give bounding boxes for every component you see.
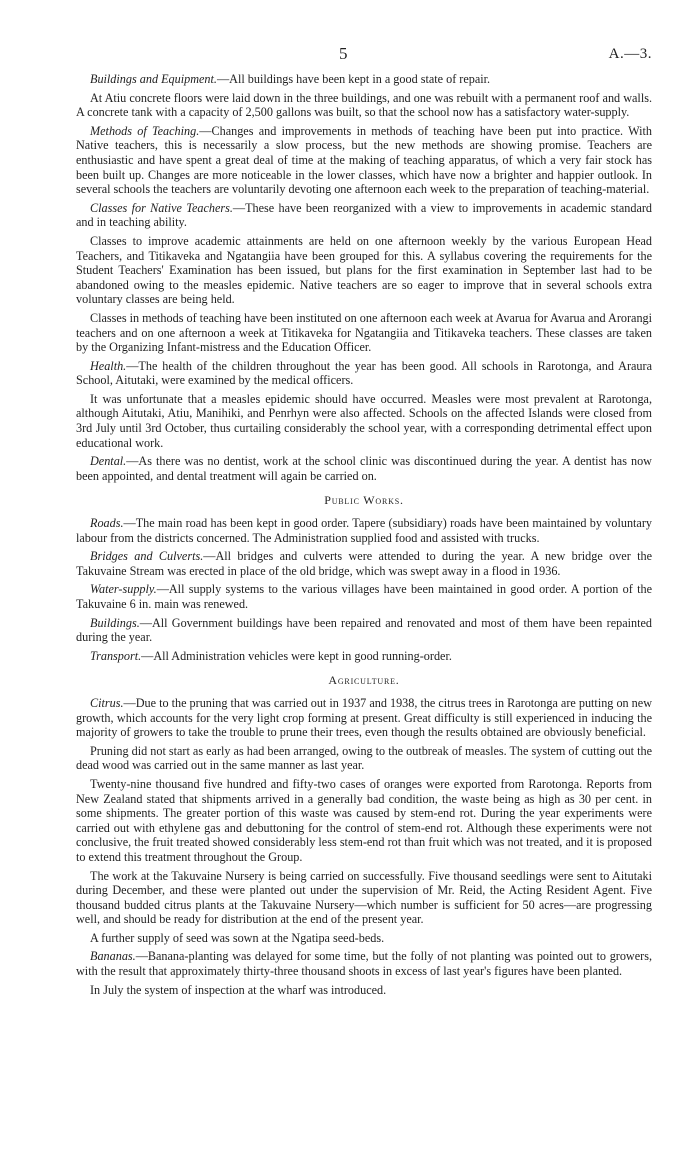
paragraph bbox=[76, 201, 652, 230]
public-works-heading: Public Works. bbox=[324, 493, 404, 508]
paragraph bbox=[76, 234, 652, 307]
paragraph bbox=[76, 869, 652, 927]
page-header bbox=[76, 44, 652, 72]
paragraph-lead: Bridges and Culverts. bbox=[90, 549, 204, 564]
paragraph bbox=[76, 359, 652, 388]
paragraph-lead: Health. bbox=[90, 358, 127, 373]
paragraph-text: —All Administration vehicles were kept in good running-order. bbox=[141, 648, 452, 663]
paragraph-text: —These have been reorganized with a view to improvements in academic standard and in teaching ability. bbox=[76, 200, 653, 230]
paragraph bbox=[76, 649, 652, 664]
paragraph-text: —All Government buildings have been repaired and renovated and most of them have been repainted during the year. bbox=[76, 615, 652, 645]
paragraph-text: Classes to improve academic attainments are held on one afternoon weekly by the various European Head Teachers, and Titikaveka and Ngatangiia have been grouped for this. A syllabus covering the requirements for the Student Teachers' Examination has been issued, but plans for the first examination in September last had to be abandoned owing to the measles epidemic. Native teachers are so eager to improve that in several schools extra voluntary classes are being held. bbox=[76, 233, 652, 307]
paragraph-text: —Banana-planting was delayed for some time, but the folly of not planting was pointed out to growers, with the result that approximately thirty-three thousand shoots in excess of last year's figures have been planted. bbox=[76, 949, 652, 979]
agriculture-section bbox=[76, 696, 652, 997]
paragraph-text: It was unfortunate that a measles epidemic should have occurred. Measles were most prevalent at Rarotonga, although Aitutaki, Atiu, Manihiki, and Penrhyn were also affected. Schools on the affected Islands were closed from 3rd July until 3rd October, thus curtailing considerably the school year, with a corresponding detrimental effect upon educational work. bbox=[76, 391, 652, 450]
paragraph-lead: Transport. bbox=[90, 648, 142, 663]
paragraph bbox=[76, 949, 652, 978]
paragraph-text: Classes in methods of teaching have been instituted on one afternoon each week at Avarua for Avarua and Arorangi teachers and on one afternoon a week at Titikaveka for Ngatangiia and Titikaveka teachers. These classes are taken by the Organizing Infant-mistress and the Education Officer. bbox=[76, 310, 653, 355]
paragraph-lead: Roads. bbox=[90, 516, 124, 531]
paragraph-text: Pruning did not start as early as had been arranged, owing to the outbreak of measles. The system of cutting out the dead wood was carried out in the same manner as last year. bbox=[76, 743, 652, 773]
public-works-section bbox=[76, 516, 652, 663]
paragraph-lead: Buildings. bbox=[90, 615, 140, 630]
paragraph bbox=[76, 931, 652, 946]
paragraph-lead: Dental. bbox=[90, 454, 127, 469]
paragraph-text: A further supply of seed was sown at the Ngatipa seed-beds. bbox=[90, 930, 385, 945]
paragraph-text: —Changes and improvements in methods of teaching have been put into practice. With Native teachers, this is necessarily a slow process, but the new methods are showing promise. Teachers are enthusiastic and have spent a great deal of time at the making of teaching apparatus, of which a very fair stock has been built up. Changes are more noticeable in the lower classes, which have now a brighter and happier outlook. In several schools the teachers are voluntarily devoting one afternoon each week to the preparation of teaching-material. bbox=[76, 123, 652, 197]
paragraph bbox=[76, 392, 652, 450]
paragraph bbox=[76, 549, 652, 578]
paragraph bbox=[76, 454, 652, 483]
paragraph-text: —Due to the pruning that was carried out in 1937 and 1938, the citrus trees in Rarotonga are putting on new growth, which accounts for the very light crop forming at present. Great difficulty is still experienced in inducing the majority of growers to take the trouble to prune their trees, even though the results obtained are obviously beneficial. bbox=[76, 695, 652, 740]
paragraph-text: —All supply systems to the various villages have been maintained in good order. A portion of the Takuvaine 6 in. main was renewed. bbox=[76, 582, 652, 611]
page-number: 5 bbox=[339, 44, 348, 63]
paragraph-lead: Methods of Teaching. bbox=[90, 123, 200, 138]
paragraph-text: Twenty-nine thousand five hundred and fifty-two cases of oranges were exported from Rarotonga. Reports from New Zealand stated that shipments arrived in a generally bad condition, the waste being as high as 30 per cent. in some shipments. The greater portion of this waste was caused by stem-end rot. During the year experiments were carried out with ethylene gas and debuttoning for the control of stem-end rot. Although these experiments were not conclusive, the fruit treated showed considerably less stem-end rot than fruit which was not treated, and it is proposed to extend this treatment throughout the Group. bbox=[76, 776, 652, 864]
paragraph-text: The work at the Takuvaine Nursery is being carried on successfully. Five thousand seedlings were sent to Aitutaki during December, and these were planted out under the supervision of Mr. Reid, the Acting Resident Agent. Five thousand budded citrus plants at the Takuvaine Nursery—which number is sufficient for 50 acres—are progressing well, and should be ready for distribution at the end of the present year. bbox=[76, 868, 652, 927]
paragraph bbox=[76, 696, 652, 740]
paragraph-lead: Water-supply. bbox=[90, 582, 157, 597]
paragraph-text: In July the system of inspection at the wharf was introduced. bbox=[90, 982, 387, 997]
paragraph bbox=[76, 72, 652, 87]
agriculture-heading: Agriculture. bbox=[328, 673, 400, 688]
paragraph-text: —The health of the children throughout the year has been good. All schools in Rarotonga, and Araura School, Aitutaki, were examined by the medical officers. bbox=[76, 358, 652, 388]
paragraph bbox=[76, 616, 652, 645]
paragraph bbox=[76, 777, 652, 865]
paragraph-lead: Classes for Native Teachers. bbox=[90, 200, 233, 215]
paragraph-text: —As there was no dentist, work at the school clinic was discontinued during the year. A dentist has now been appointed, and dental treatment will again be carried on. bbox=[76, 454, 652, 483]
paragraph-lead: Bananas. bbox=[90, 949, 136, 964]
document-code: A.—3. bbox=[608, 46, 652, 62]
paragraph bbox=[76, 983, 652, 998]
paragraph-text: At Atiu concrete floors were laid down in the three buildings, and one was rebuilt with a permanent roof and walls. A concrete tank with a capacity of 2,500 gallons was built, so that the school now has a satisfactory water-supply. bbox=[76, 90, 652, 120]
paragraph-text: —All bridges and culverts were attended to during the year. A new bridge over the Takuvaine Stream was erected in place of the old bridge, which was swept away in a flood in 1936. bbox=[76, 549, 653, 578]
paragraph-text: —The main road has been kept in good order. Tapere (subsidiary) roads have been maintained by voluntary labour from the districts concerned. The Administration supplied food and assisted with trucks. bbox=[76, 516, 652, 545]
paragraph-text: —All buildings have been kept in a good state of repair. bbox=[216, 72, 491, 86]
paragraph bbox=[76, 744, 652, 773]
paragraph bbox=[76, 516, 652, 545]
paragraph bbox=[76, 582, 652, 611]
paragraph bbox=[76, 311, 652, 355]
education-section bbox=[76, 72, 652, 483]
paragraph-lead: Buildings and Equipment. bbox=[90, 72, 217, 86]
paragraph-lead: Citrus. bbox=[90, 695, 124, 710]
paragraph bbox=[76, 91, 652, 120]
paragraph bbox=[76, 124, 652, 197]
